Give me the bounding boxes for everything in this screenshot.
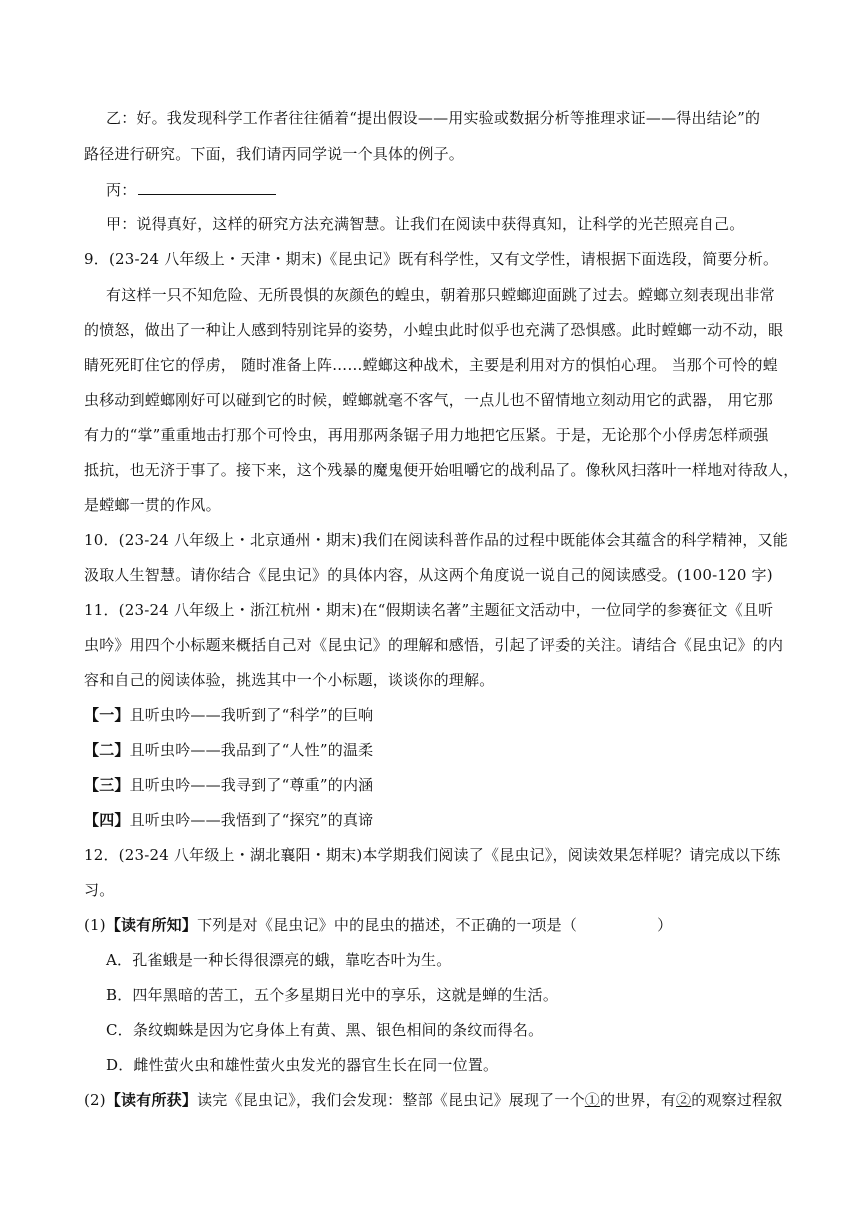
close-paren: ） xyxy=(657,916,673,934)
passage-line: 有这样一只不知危险、无所畏惧的灰颜色的蝗虫，朝着那只螳螂迎面跳了过去。螳螂立刻表现出非常 xyxy=(106,286,775,304)
option-c: C．条纹蜘蛛是因为它身体上有黄、黑、银色相间的条纹而得名。 xyxy=(106,1021,544,1039)
question-11-line2: 虫吟》用四个小标题来概括自己对《昆虫记》的理解和感悟，引起了评委的关注。请结合《昆虫记》的内 xyxy=(84,636,784,654)
subtitle-item xyxy=(84,810,784,830)
passage-line: 抵抗，也无济于事了。接下来，这个残暴的魔鬼便开始咀嚼它的战利品了。像秋风扫落叶一样地对待敌人， xyxy=(84,461,799,479)
subtitle-text: 且听虫吟——我品到了“人性”的温柔 xyxy=(129,741,374,759)
blank-marker-2: ② xyxy=(675,1091,692,1109)
subtitle-tag: 【四】 xyxy=(84,811,130,829)
subquestion-text: 的观察过程叙 xyxy=(691,1091,783,1109)
bing-label: 丙： xyxy=(106,181,137,199)
question-9-stem: 9．(23-24 八年级上・天津・期末)《昆虫记》既有科学性，又有文学性，请根据下面选段，简要分析。 xyxy=(84,250,779,268)
subtitle-text: 且听虫吟——我悟到了“探究”的真谛 xyxy=(129,811,374,829)
passage-line: 虫移动到螳螂刚好可以碰到它的时候，螳螂就毫不客气，一点儿也不留情地立刻动用它的武器， 用它那 xyxy=(84,391,773,409)
subquestion-number: (1) xyxy=(84,916,106,934)
subtitle-text: 且听虫吟——我听到了“科学”的巨响 xyxy=(129,706,374,724)
subtitle-tag: 【一】 xyxy=(84,706,130,724)
subquestion-2 xyxy=(84,1090,784,1110)
option-d: D．雌性萤火虫和雄性萤火虫发光的器官生长在同一位置。 xyxy=(106,1056,499,1074)
question-12-line2: 习。 xyxy=(84,881,115,899)
subtitle-item xyxy=(84,705,784,725)
passage-line: 是螳螂一贯的作风。 xyxy=(84,496,221,514)
question-11-line1: 11．(23-24 八年级上・浙江杭州・期末)在“假期读名著”主题征文活动中，一位同学的参赛征文《且听 xyxy=(84,601,774,619)
question-11-line3: 容和自己的阅读体验，挑选其中一个小标题，谈谈你的理解。 xyxy=(84,671,495,689)
option-a: A．孔雀蛾是一种长得很漂亮的蛾，靠吃杏叶为生。 xyxy=(106,951,452,969)
subquestion-1 xyxy=(84,915,784,935)
blank-marker-1: ① xyxy=(584,1091,600,1109)
subtitle-tag: 【二】 xyxy=(84,741,130,759)
subquestion-text: 的世界，有 xyxy=(599,1091,676,1109)
question-12-line1: 12．(23-24 八年级上・湖北襄阳・期末)本学期我们阅读了《昆虫记》，阅读效果怎样呢？请完成以下练 xyxy=(84,846,781,864)
passage-line: 有力的“掌”重重地击打那个可怜虫，再用那两条锯子用力地把它压紧。于是，无论那个小俘虏怎样顽强 xyxy=(84,426,769,444)
subtitle-tag: 【三】 xyxy=(84,776,130,794)
dialogue-jia-line: 甲：说得真好，这样的研究方法充满智慧。让我们在阅读中获得真知，让科学的光芒照亮自己。 xyxy=(106,215,745,233)
subquestion-number: (2) xyxy=(84,1091,106,1109)
subquestion-text: 下列是对《昆虫记》中的昆虫的描述，不正确的一项是（ xyxy=(197,916,578,934)
subtitle-text: 且听虫吟——我寻到了“尊重”的内涵 xyxy=(129,776,374,794)
dialogue-bing-line xyxy=(106,179,806,200)
subtitle-item xyxy=(84,775,784,795)
subtitle-item xyxy=(84,740,784,760)
dialogue-yi-line2: 路径进行研究。下面，我们请丙同学说一个具体的例子。 xyxy=(84,145,465,163)
question-10-line1: 10．(23-24 八年级上・北京通州・期末)我们在阅读科普作品的过程中既能体会其蕴含的科学精神，又能 xyxy=(84,531,789,549)
option-b: B．四年黑暗的苦工，五个多星期日光中的享乐，这就是蝉的生活。 xyxy=(106,986,559,1004)
answer-blank[interactable] xyxy=(138,179,276,195)
subquestion-tag: 【读有所知】 xyxy=(105,916,198,934)
passage-line: 的愤怒，做出了一种让人感到特别诧异的姿势，小蝗虫此时似乎也充满了恐惧感。此时螳螂一动不动，眼 xyxy=(84,321,784,339)
passage-line: 睛死死盯住它的俘虏， 随时准备上阵……螳螂这种战术，主要是利用对方的惧怕心理。 当那个可怜的蝗 xyxy=(84,356,778,374)
dialogue-yi-line1: 乙：好。我发现科学工作者往往循着“提出假设——用实验或数据分析等推理求证——得出结论”的 xyxy=(106,109,761,127)
question-10-line2: 汲取人生智慧。请你结合《昆虫记》的具体内容，从这两个角度说一说自己的阅读感受。(100-120 字) xyxy=(84,566,773,584)
subquestion-tag: 【读有所获】 xyxy=(105,1091,198,1109)
subquestion-text: 读完《昆虫记》，我们会发现：整部《昆虫记》展现了一个 xyxy=(197,1091,585,1109)
